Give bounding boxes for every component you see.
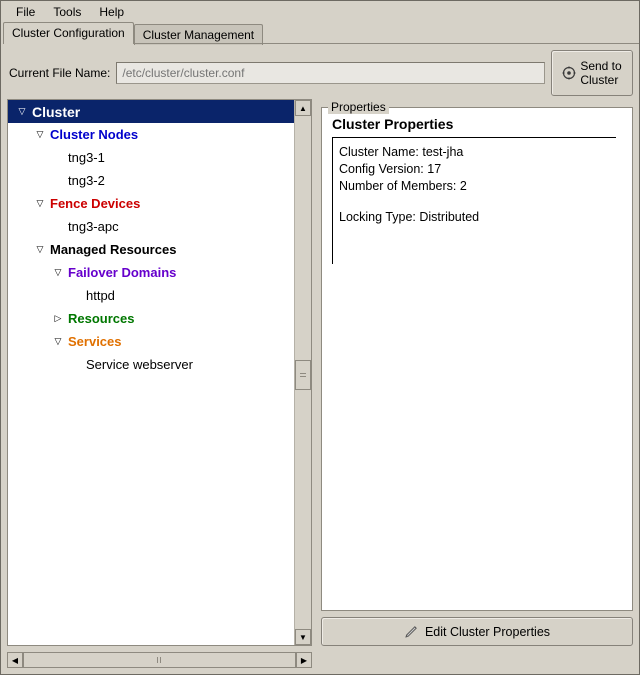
chevron-down-icon[interactable]: ▽ bbox=[36, 198, 44, 208]
properties-content bbox=[322, 108, 632, 264]
chevron-down-icon[interactable]: ▽ bbox=[54, 336, 62, 346]
tab-cluster-management[interactable] bbox=[134, 24, 263, 45]
tree-node[interactable] bbox=[8, 330, 295, 353]
tree-node-label: httpd bbox=[86, 288, 115, 303]
tree-vscroll-grip bbox=[300, 373, 306, 378]
send-icon bbox=[562, 66, 576, 80]
properties-line: Config Version: 17 bbox=[339, 162, 442, 176]
tree-vertical-scrollbar[interactable] bbox=[294, 100, 311, 645]
chevron-down-icon[interactable]: ▽ bbox=[54, 267, 62, 277]
tree-node[interactable] bbox=[8, 123, 295, 146]
tab-strip bbox=[3, 22, 639, 44]
current-file-label: Current File Name: bbox=[9, 66, 111, 80]
scroll-down-arrow-icon[interactable]: ▼ bbox=[295, 629, 311, 645]
scroll-right-arrow-icon[interactable]: ▶ bbox=[296, 653, 311, 667]
menu-bar bbox=[1, 1, 639, 22]
properties-line: Number of Members: 2 bbox=[339, 179, 467, 193]
properties-spacer bbox=[339, 195, 616, 209]
current-file-input[interactable] bbox=[116, 62, 545, 84]
tree-node[interactable] bbox=[8, 192, 295, 215]
tree-node[interactable] bbox=[8, 284, 295, 307]
tree-node-label: Managed Resources bbox=[50, 242, 177, 257]
cluster-tree[interactable] bbox=[8, 100, 295, 645]
scroll-left-arrow-icon[interactable]: ◀ bbox=[8, 653, 23, 667]
menu-file-label: File bbox=[16, 4, 36, 19]
chevron-down-icon[interactable]: ▽ bbox=[18, 106, 26, 116]
properties-frame-title: Properties bbox=[328, 100, 389, 114]
pencil-icon bbox=[404, 625, 419, 639]
properties-line: Cluster Name: test-jha bbox=[339, 145, 464, 159]
properties-frame bbox=[321, 100, 633, 611]
tree-node-label: Cluster bbox=[32, 103, 81, 120]
tree-node-label: Cluster Nodes bbox=[50, 127, 139, 142]
edit-cluster-properties-button[interactable] bbox=[321, 617, 633, 646]
tree-hscroll-grip bbox=[157, 657, 163, 663]
tree-hscroll-thumb[interactable] bbox=[23, 653, 296, 667]
tab-cluster-configuration-label: Cluster Configuration bbox=[12, 26, 125, 40]
tree-node-label: Resources bbox=[68, 311, 135, 326]
send-to-cluster-button[interactable] bbox=[551, 50, 633, 96]
current-file-row bbox=[1, 44, 639, 102]
tree-node[interactable] bbox=[8, 215, 295, 238]
chevron-right-icon[interactable]: ▷ bbox=[54, 313, 62, 323]
tree-node[interactable] bbox=[8, 100, 295, 123]
tree-node[interactable] bbox=[8, 261, 295, 284]
tree-node[interactable] bbox=[8, 307, 295, 330]
cluster-tree-pane bbox=[7, 99, 312, 646]
edit-cluster-properties-label: Edit Cluster Properties bbox=[424, 624, 551, 639]
menu-help-label: Help bbox=[99, 4, 125, 19]
tree-node[interactable] bbox=[8, 238, 295, 261]
menu-file[interactable] bbox=[7, 3, 44, 21]
menu-tools-label: Tools bbox=[53, 4, 82, 19]
properties-heading: Cluster Properties bbox=[332, 116, 454, 132]
tree-node-label: Service webserver bbox=[86, 357, 193, 372]
properties-detail-list bbox=[332, 137, 616, 264]
tree-horizontal-scrollbar[interactable] bbox=[7, 652, 312, 668]
chevron-down-icon[interactable]: ▽ bbox=[36, 244, 44, 254]
properties-pane bbox=[321, 99, 633, 646]
tree-node-label: tng3-2 bbox=[68, 173, 105, 188]
main-panes bbox=[7, 99, 633, 646]
tree-node-label: Failover Domains bbox=[68, 265, 177, 280]
chevron-down-icon[interactable]: ▽ bbox=[36, 129, 44, 139]
tree-node[interactable] bbox=[8, 169, 295, 192]
tab-cluster-management-label: Cluster Management bbox=[142, 28, 255, 42]
tab-cluster-configuration[interactable] bbox=[3, 22, 134, 44]
tree-node-label: tng3-apc bbox=[68, 219, 119, 234]
tree-node-label: tng3-1 bbox=[68, 150, 105, 165]
tree-node[interactable] bbox=[8, 353, 295, 376]
properties-line: Locking Type: Distributed bbox=[339, 210, 480, 224]
tree-node-label: Services bbox=[68, 334, 122, 349]
tree-node[interactable] bbox=[8, 146, 295, 169]
menu-help[interactable] bbox=[90, 3, 133, 21]
send-to-cluster-label bbox=[580, 59, 621, 87]
tree-node-label: Fence Devices bbox=[50, 196, 141, 211]
send-to-cluster-line2: Cluster bbox=[580, 73, 619, 87]
send-to-cluster-line1: Send to bbox=[580, 59, 622, 73]
tree-vscroll-thumb[interactable] bbox=[295, 360, 311, 390]
scroll-up-arrow-icon[interactable]: ▲ bbox=[295, 100, 311, 116]
menu-tools[interactable] bbox=[44, 3, 90, 21]
